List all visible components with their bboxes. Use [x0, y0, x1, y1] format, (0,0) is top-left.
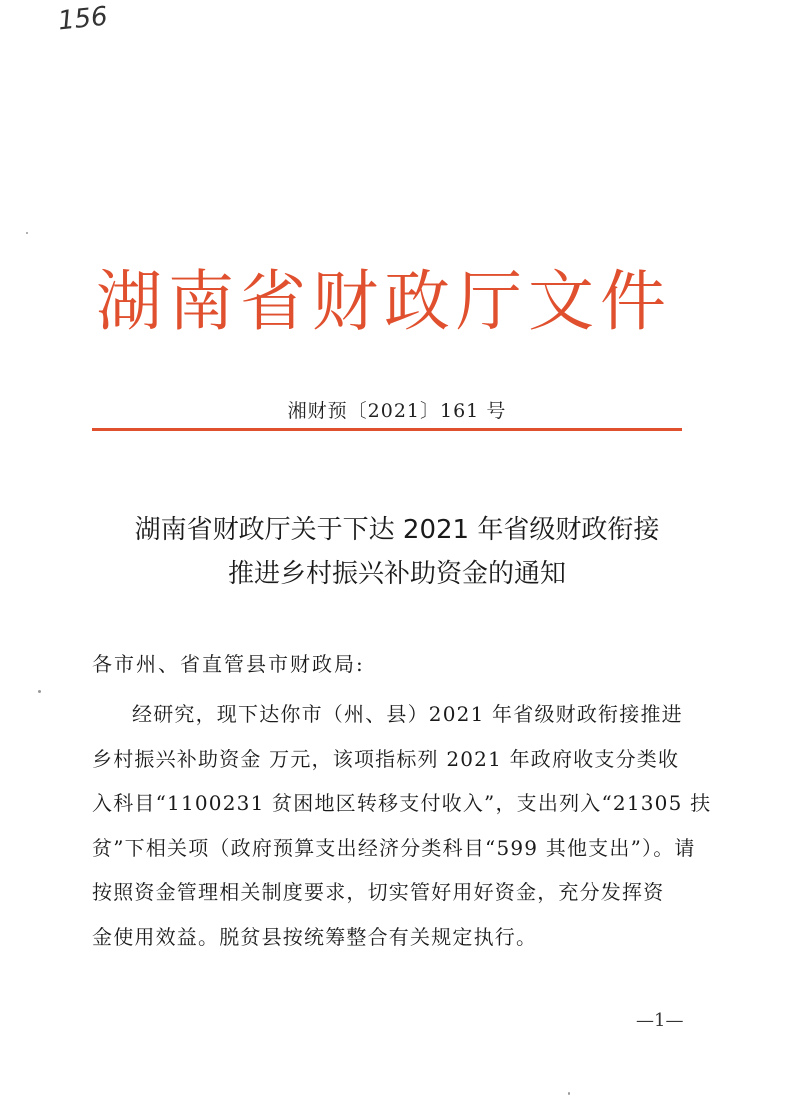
page-number: —1— — [636, 1010, 684, 1031]
body-line: 经研究，现下达你市（州、县）2021 年省级财政衔接推进 — [132, 702, 683, 726]
scan-speck — [26, 232, 28, 234]
scan-speck — [568, 1092, 570, 1095]
body-line: 按照资金管理相关制度要求，切实管好用好资金，充分发挥资 — [92, 880, 665, 904]
document-title — [80, 508, 714, 596]
document-number: 湘财预〔2021〕161 号 — [287, 400, 507, 422]
body-line: 乡村振兴补助资金 万元，该项指标列 2021 年政府收支分类收 — [92, 746, 680, 771]
title-line: 推进乡村振兴补助资金的通知 — [227, 559, 566, 589]
title-line: 湖南省财政厅关于下达 2021 年省级财政衔接 — [134, 515, 660, 545]
scan-speck — [38, 690, 41, 693]
addressee: 各市州、省直管县市财政局: — [92, 652, 365, 676]
body-line: 金使用效益。脱贫县按统筹整合有关规定执行。 — [92, 924, 538, 949]
header-red-rule — [92, 428, 682, 431]
body-paragraph — [92, 692, 712, 959]
body-line: 入科目“1100231 贫困地区转移支付收入”，支出列入“21305 扶 — [92, 791, 712, 815]
handwritten-mark: 156 — [56, 1, 110, 37]
body-line: 贫”下相关项（政府预算支出经济分类科目“599 其他支出”）。请 — [92, 835, 696, 860]
issuer-header-title: 湖南省财政厅文件 — [96, 263, 672, 340]
